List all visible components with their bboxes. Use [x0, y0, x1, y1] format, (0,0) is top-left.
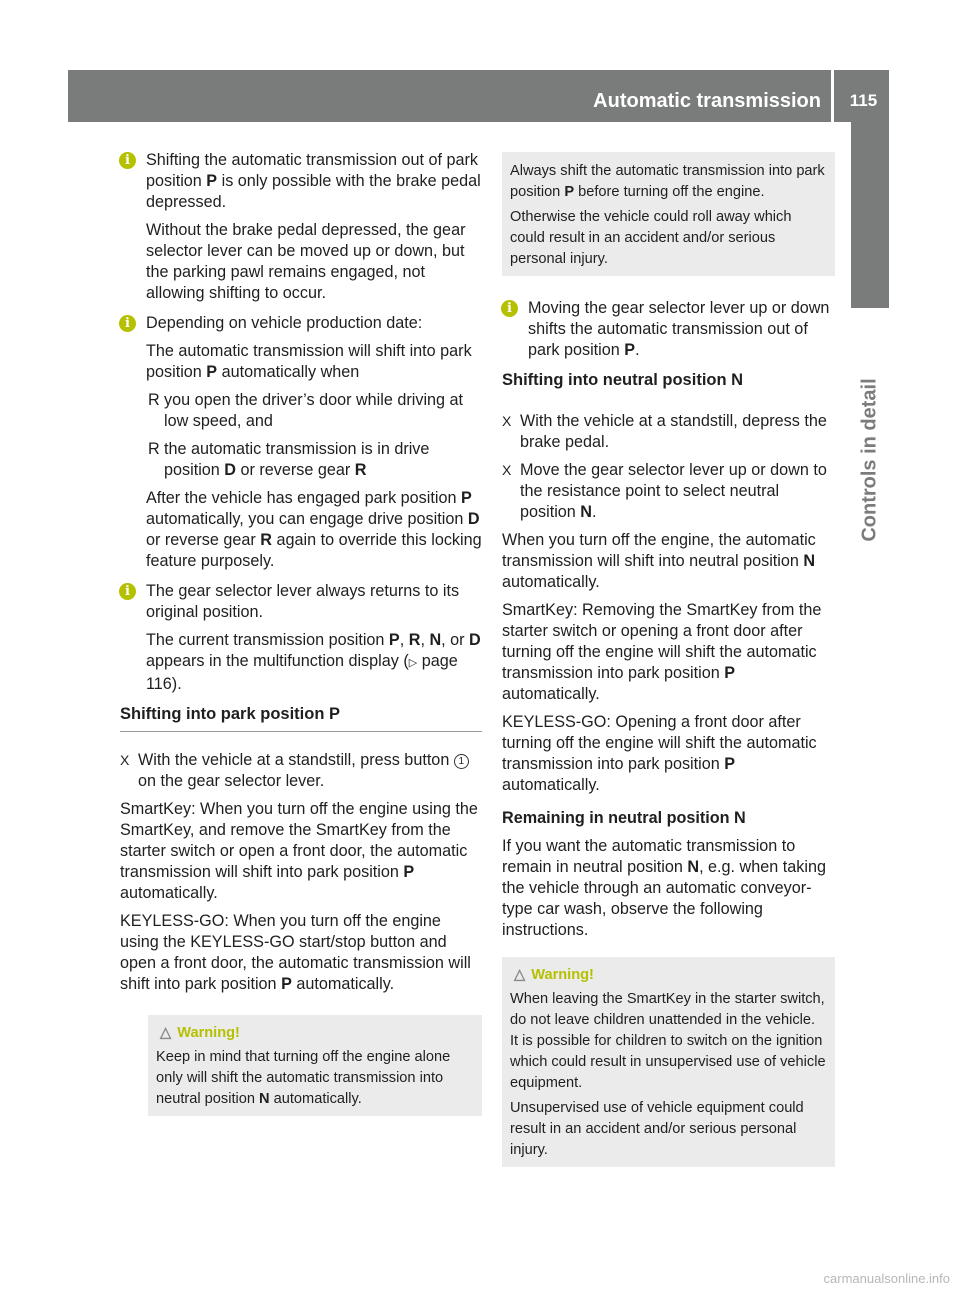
- warning-title: △ Warning!: [514, 967, 594, 983]
- step-arrow-icon: X: [120, 752, 130, 768]
- info-note: [502, 298, 835, 361]
- info-icon: i: [119, 583, 136, 600]
- note-text: The automatic transmission will shift into park position P automatically when: [146, 342, 472, 381]
- button-1-icon: 1: [454, 754, 469, 769]
- watermark: carmanualsonline.info: [823, 1271, 950, 1286]
- chapter-label: [851, 330, 889, 590]
- section-title: Automatic transmission: [593, 90, 821, 112]
- body-paragraph: When you turn off the engine, the automatic transmission will shift into neutral position N automatically.: [502, 531, 816, 591]
- instruction-step: X With the vehicle at a standstill, press button 1 on the gear selector lever.: [120, 750, 482, 792]
- warning-text: Otherwise the vehicle could roll away which could result in an accident and/or serious personal injury.: [510, 209, 792, 267]
- body-paragraph: SmartKey: Removing the SmartKey from the starter switch or opening a front door after turning off the engine will shift the automatic transmission into park position P automatically.: [502, 601, 822, 703]
- header-divider: [831, 70, 834, 122]
- list-item: R you open the driver’s door while driving at low speed, and: [148, 391, 464, 430]
- subheading: Remaining in neutral position N: [502, 809, 746, 827]
- note-text: Without the brake pedal depressed, the gear selector lever can be moved up or down, but the parking pawl remains engaged, not allowing shifting to occur.: [146, 221, 466, 302]
- body-paragraph: KEYLESS-GO: When you turn off the engine using the KEYLESS-GO start/stop button and open a front door, the automatic transmission will shift into park position P automatically.: [120, 912, 471, 993]
- bullet-icon: R: [148, 440, 160, 458]
- chapter-label-text: Controls in detail: [858, 378, 881, 542]
- info-icon: i: [119, 152, 136, 169]
- right-column: [502, 150, 835, 1181]
- left-column: [120, 150, 482, 1130]
- note-text: Shifting the automatic transmission out of park position P is only possible with the brake pedal depressed.: [146, 151, 481, 211]
- instruction-step: X With the vehicle at a standstill, depress the brake pedal.: [502, 412, 827, 451]
- warning-icon: △: [514, 967, 526, 983]
- bullet-icon: R: [148, 391, 160, 409]
- warning-box-continued: [502, 152, 835, 276]
- body-paragraph: KEYLESS-GO: Opening a front door after turning off the engine will shift the automatic transmission into park position P automatically.: [502, 713, 817, 794]
- warning-title: △ Warning!: [160, 1025, 240, 1041]
- note-text: After the vehicle has engaged park position P automatically, you can engage drive position D or reverse gear R again to override this locking feature purposely.: [146, 489, 482, 570]
- body-paragraph: If you want the automatic transmission to remain in neutral position N, e.g. when taking the vehicle through an automatic conveyor-type car wash, observe the following instructions.: [502, 837, 826, 939]
- step-arrow-icon: X: [502, 413, 512, 429]
- note-text: Moving the gear selector lever up or down shifts the automatic transmission out of park position P.: [528, 299, 830, 359]
- body-paragraph: SmartKey: When you turn off the engine using the SmartKey, and remove the SmartKey from the starter switch or open a front door, the automatic transmission will shift into park position P automatically.: [120, 800, 478, 902]
- instruction-step: X Move the gear selector lever up or down to the resistance point to select neutral position N.: [502, 461, 827, 521]
- info-icon: i: [501, 300, 518, 317]
- warning-text: Keep in mind that turning off the engine alone only will shift the automatic transmission into neutral position N automatically.: [156, 1049, 451, 1107]
- list-item: R the automatic transmission is in drive position D or reverse gear R: [148, 440, 430, 479]
- chapter-tab: [851, 122, 889, 308]
- note-text: The current transmission position P, R, N, or D appears in the multifunction display (▷ page 116).: [146, 631, 481, 693]
- info-note: [120, 581, 482, 695]
- warning-box: [502, 957, 835, 1167]
- info-note: [120, 150, 482, 304]
- note-text: The gear selector lever always returns to its original position.: [146, 582, 460, 621]
- warning-icon: △: [160, 1025, 172, 1041]
- note-text: Depending on vehicle production date:: [146, 314, 423, 332]
- section-heading: Shifting into neutral position N: [502, 371, 744, 389]
- section-heading: Shifting into park position P: [120, 704, 482, 732]
- info-icon: i: [119, 315, 136, 332]
- page-number: 115: [849, 91, 878, 110]
- info-note: [120, 313, 482, 572]
- page-header: [68, 70, 889, 122]
- step-arrow-icon: X: [502, 462, 512, 478]
- warning-text: Always shift the automatic transmission into park position P before turning off the engine.: [510, 163, 825, 200]
- warning-text: Unsupervised use of vehicle equipment could result in an accident and/or serious personal injury.: [510, 1100, 804, 1158]
- warning-text: When leaving the SmartKey in the starter switch, do not leave children unattended in the vehicle. It is possible for children to switch on the ignition which could result in unsupervised use of vehicle equipment.: [510, 991, 826, 1091]
- warning-box: [148, 1015, 482, 1116]
- page-ref-arrow-icon: ▷: [408, 657, 418, 669]
